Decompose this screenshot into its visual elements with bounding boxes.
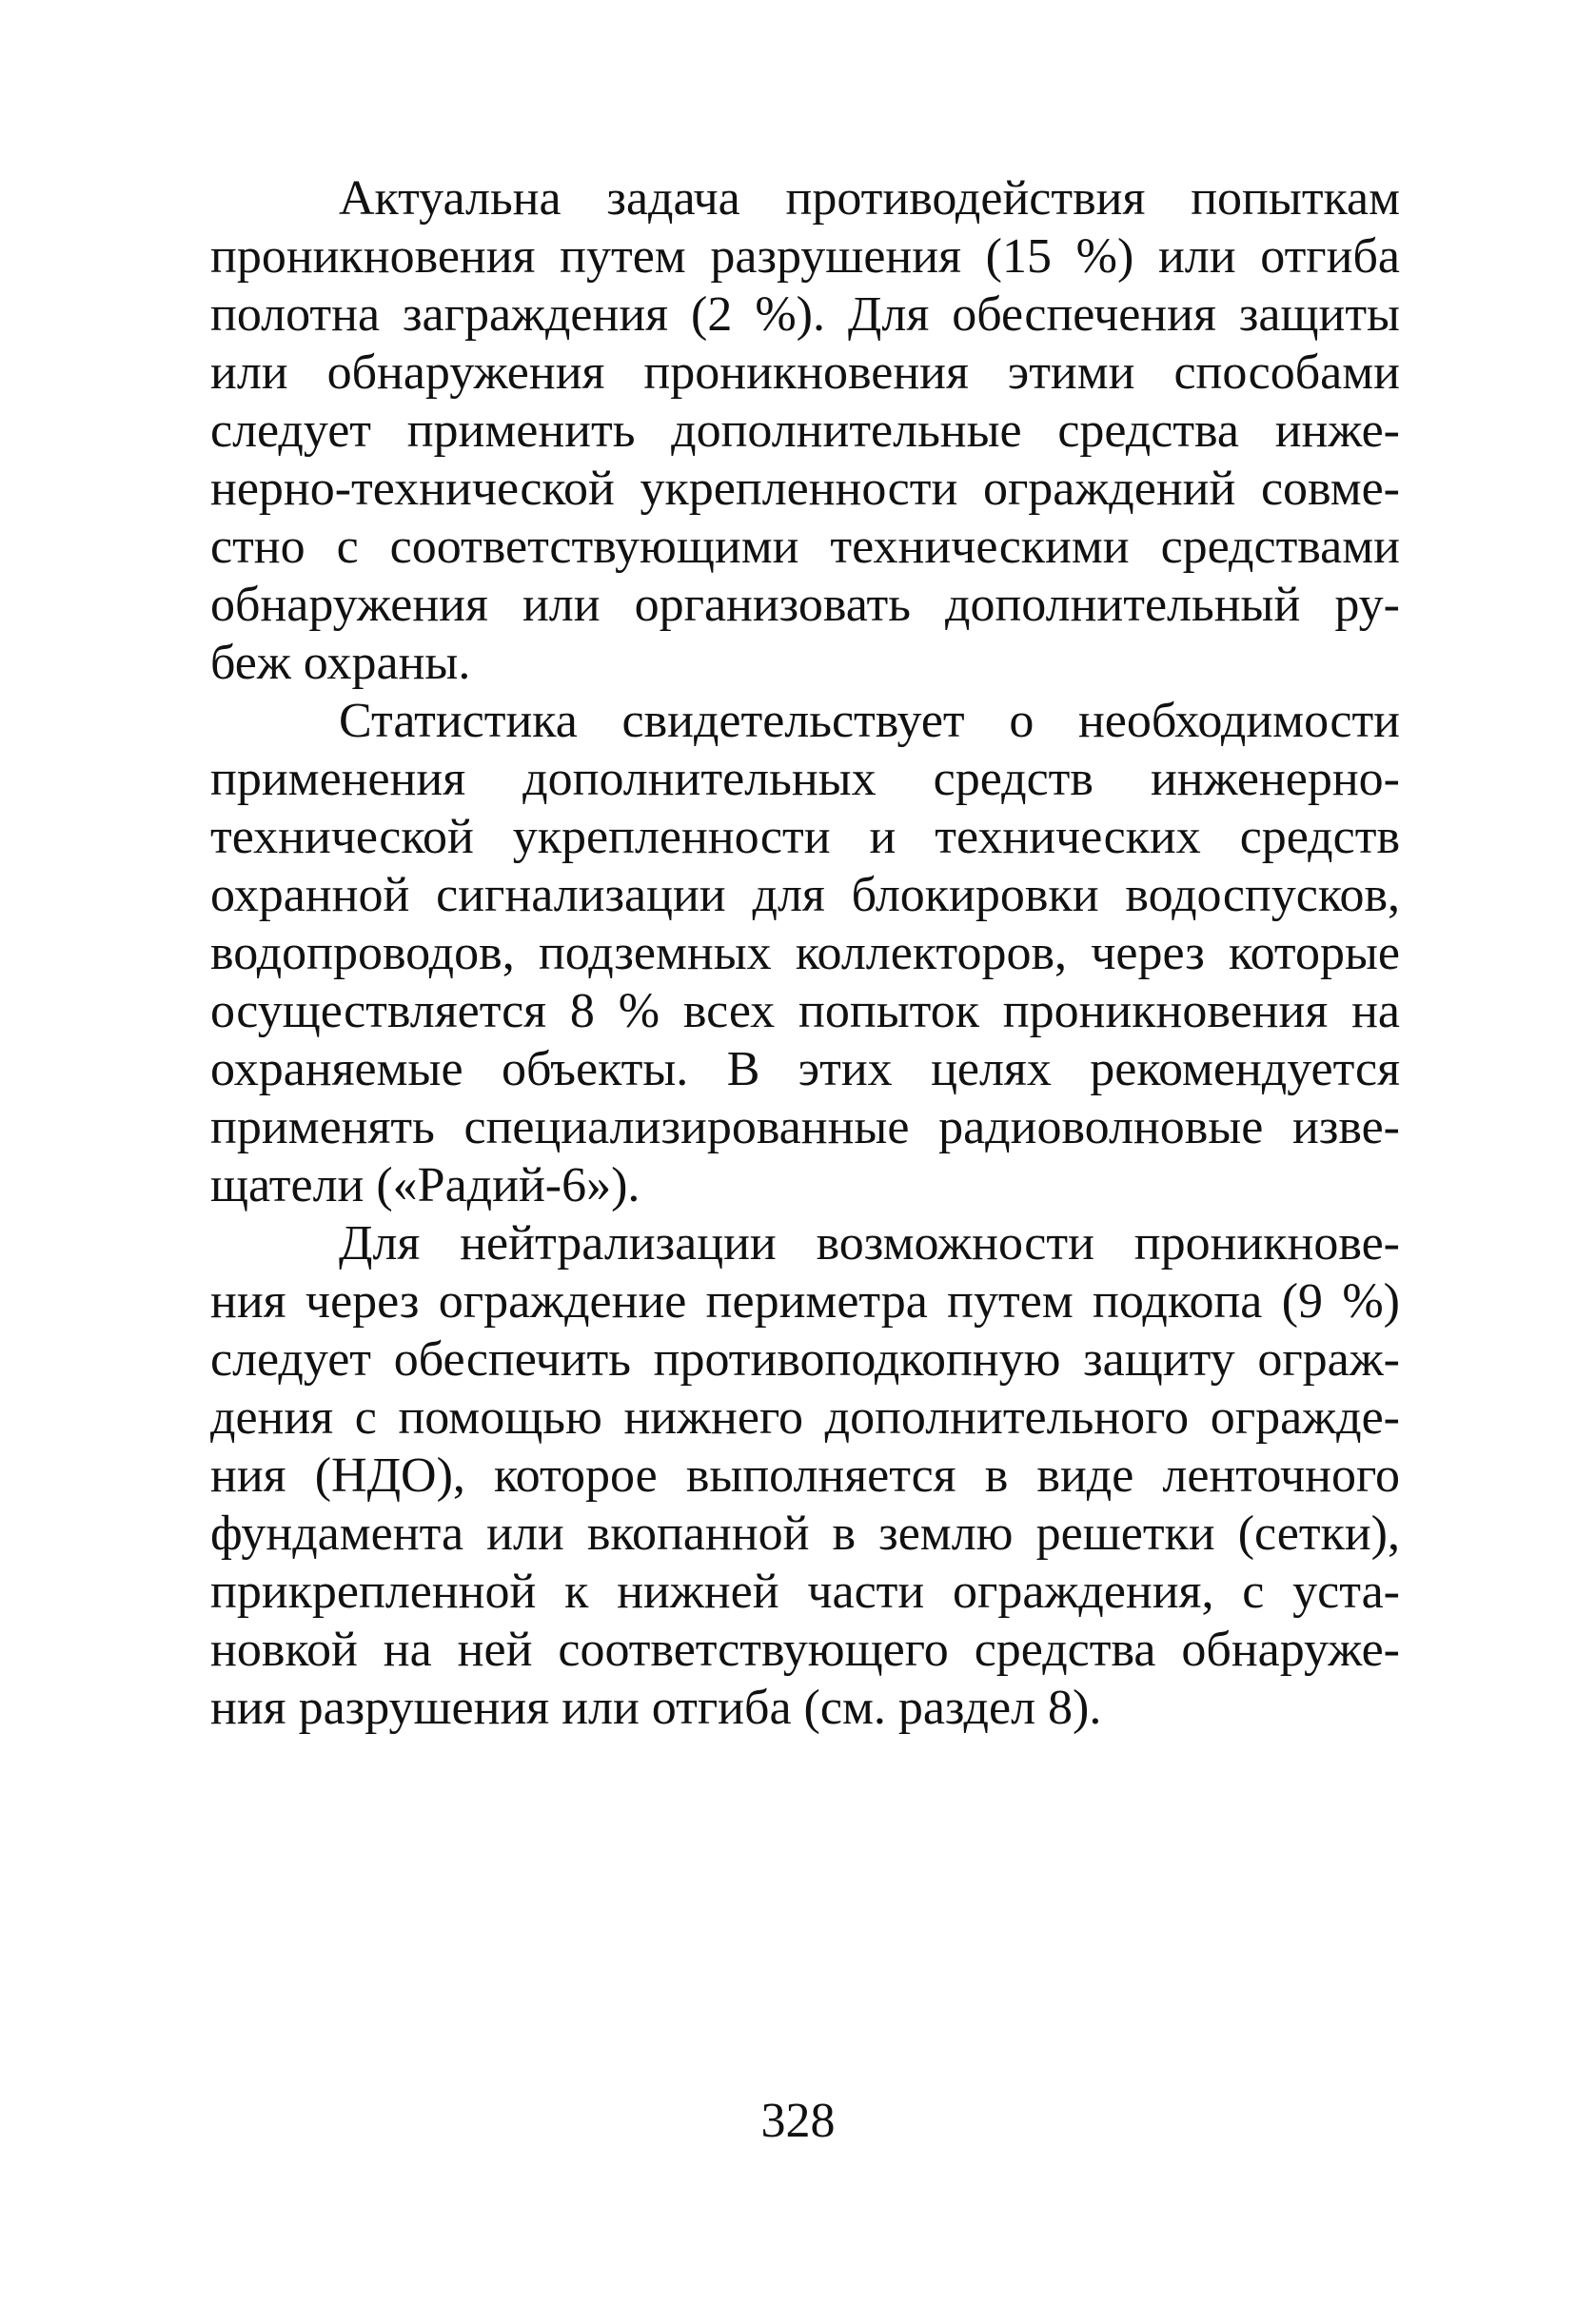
text-line: осуществляется 8 % всех попыток проникновения на <box>210 984 1400 1038</box>
text-line: технической укрепленности и технических средств <box>210 810 1400 864</box>
body-text <box>210 169 1400 1737</box>
text-line: Актуальна задача противодействия попыткам <box>339 171 1400 226</box>
paragraph-1 <box>210 169 1400 692</box>
paragraph-3 <box>210 1214 1400 1737</box>
text-line: полотна заграждения (2 %). Для обеспечения защиты <box>210 287 1400 342</box>
page-number: 328 <box>760 2094 836 2148</box>
text-line: обнаружения или организовать дополнительный ру- <box>210 578 1400 632</box>
text-line: водопроводов, подземных коллекторов, через которые <box>210 926 1400 980</box>
text-line: нерно-технической укрепленности ограждений совме- <box>210 462 1400 516</box>
text-line: проникновения путем разрушения (15 %) или отгиба <box>210 229 1400 284</box>
text-line: ния через ограждение периметра путем подкопа (9 %) <box>210 1274 1400 1329</box>
text-line: применять специализированные радиоволновые изве- <box>210 1100 1400 1154</box>
text-line: охраняемые объекты. В этих целях рекомендуется <box>210 1042 1400 1096</box>
text-line: применения дополнительных средств инженерно- <box>210 752 1400 806</box>
text-line: беж охраны. <box>210 636 471 690</box>
text-line: ния разрушения или отгиба (см. раздел 8). <box>210 1681 1102 1735</box>
text-line: стно с соответствующими техническими средствами <box>210 520 1400 574</box>
paragraph-2 <box>210 692 1400 1214</box>
text-line: Для нейтрализации возможности проникнове- <box>339 1216 1400 1271</box>
text-line: следует применить дополнительные средства инже- <box>210 404 1400 458</box>
text-line: щатели («Радий-6»). <box>210 1158 640 1212</box>
text-line: ния (НДО), которое выполняется в виде ленточного <box>210 1448 1400 1503</box>
text-line: следует обеспечить противоподкопную защиту ограж- <box>210 1332 1400 1387</box>
text-line: новкой на ней соответствующего средства обнаруже- <box>210 1623 1400 1677</box>
text-line: дения с помощью нижнего дополнительного огражде- <box>210 1390 1400 1445</box>
text-line: или обнаружения проникновения этими способами <box>210 345 1400 400</box>
text-line: Статистика свидетельствует о необходимости <box>339 694 1400 748</box>
text-line: прикрепленной к нижней части ограждения, с уста- <box>210 1565 1400 1619</box>
text-line: фундамента или вкопанной в землю решетки (сетки), <box>210 1507 1400 1561</box>
text-line: охранной сигнализации для блокировки водоспусков, <box>210 868 1400 922</box>
